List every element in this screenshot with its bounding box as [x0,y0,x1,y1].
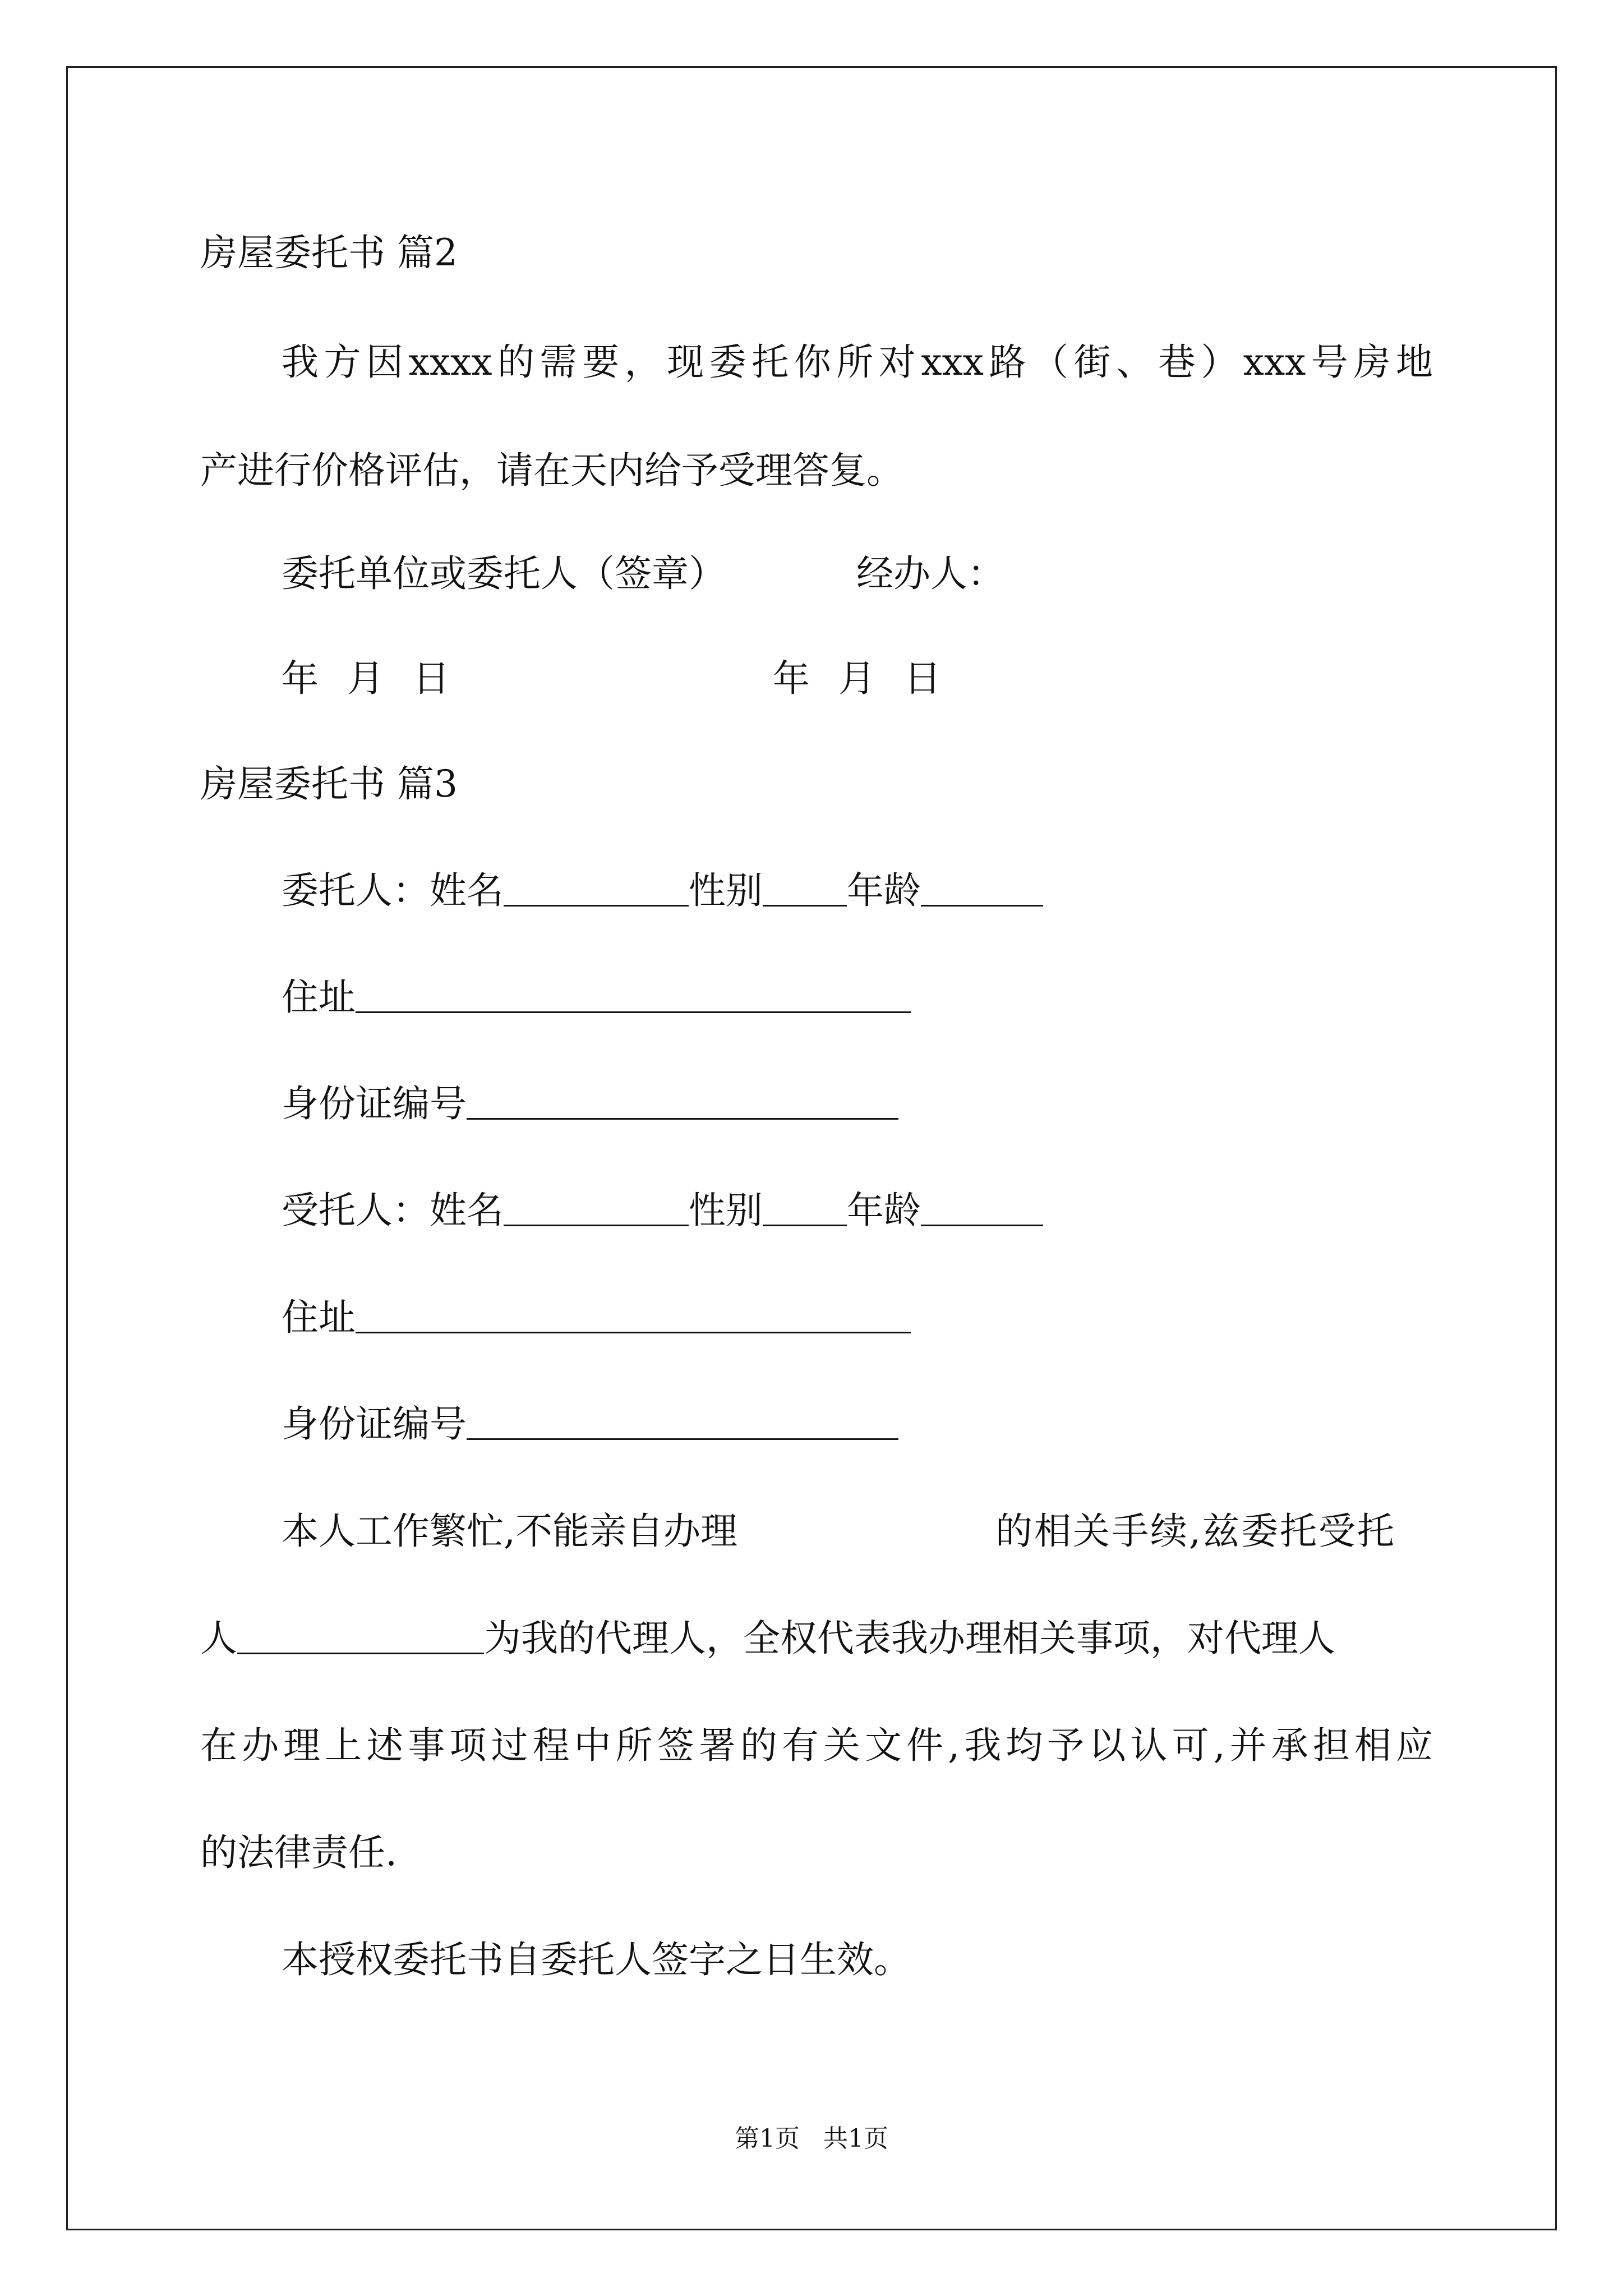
agent-id-blank [467,1407,898,1440]
section2-paragraph-line2: 产进行价格评估，请在天内给予受理答复。 [200,449,903,492]
agent-gender-label: 性别 [689,1189,763,1232]
body-line1-part1: 本人工作繁忙,不能亲自办理 [282,1510,737,1553]
body-line1-part2: 的相关手续,兹委托受托 [995,1510,1396,1553]
agent-address-blank [356,1300,911,1333]
page-footer: 第1页 共1页 [735,2124,888,2153]
body-line3: 在办理上述事项过程中所签署的有关文件,我均予以认可,并承担相应 [200,1724,1433,1767]
agent-name-body-blank [237,1621,484,1654]
agent-id-line [282,1402,898,1446]
principal-gender-blank [763,873,847,907]
section2-handler-label: 经办人： [856,552,1004,595]
agent-gender-blank [763,1193,847,1226]
agent-age-blank [921,1193,1043,1226]
effective-statement: 本授权委托书自委托人签字之日生效。 [282,1938,911,1981]
section2-signature-label: 委托单位或委托人（签章） [282,552,726,595]
body-line2-part1: 人 [200,1617,237,1660]
principal-name-blank [504,873,689,907]
principal-address-label: 住址 [282,976,356,1019]
section2-title: 房屋委托书 篇2 [200,231,458,274]
principal-age-label: 年龄 [847,869,921,912]
principal-id-blank [467,1087,898,1120]
agent-info-line [282,1189,1043,1232]
agent-name-label: 受托人：姓名 [282,1189,504,1232]
principal-id-label: 身份证编号 [282,1082,467,1125]
principal-info-line [282,869,1043,912]
principal-name-label: 委托人：姓名 [282,869,504,912]
principal-id-line [282,1082,898,1125]
section2-date-right: 年 月 日 [773,657,941,700]
section3-title: 房屋委托书 篇3 [200,762,458,806]
page-border [66,66,1557,2230]
body-line4: 的法律责任. [200,1831,397,1874]
agent-address-label: 住址 [282,1296,356,1339]
principal-address-line [282,976,911,1019]
principal-address-blank [356,980,911,1013]
body-line2-part2: 为我的代理人，全权代表我办理相关事项，对代理人 [484,1617,1335,1660]
agent-name-blank [504,1193,689,1226]
body-line2 [200,1617,1335,1660]
agent-address-line [282,1296,911,1339]
agent-age-label: 年龄 [847,1189,921,1232]
agent-id-label: 身份证编号 [282,1402,467,1446]
section2-date-left: 年 月 日 [282,657,450,700]
principal-age-blank [921,873,1043,907]
principal-gender-label: 性别 [689,869,763,912]
section2-paragraph-line1: 我方因xxxx的需要，现委托你所对xxx路（街、巷）xxx号房地 [282,341,1433,384]
